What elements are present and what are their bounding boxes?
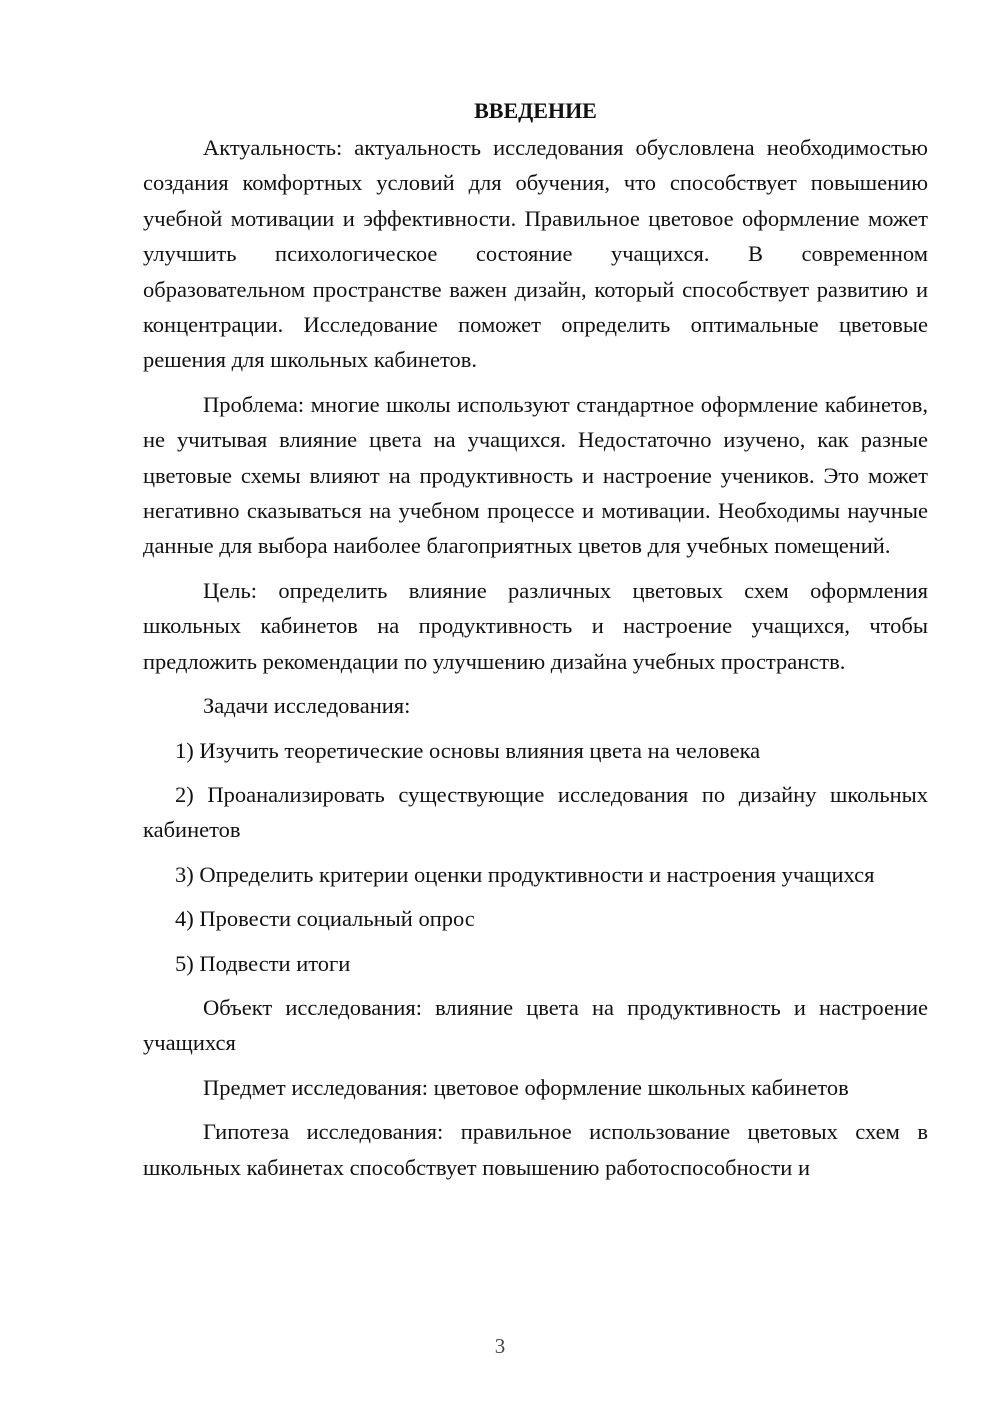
- section-heading: ВВЕДЕНИЕ: [474, 98, 597, 123]
- document-page: [143, 96, 928, 1194]
- task-item-4: 4) Провести социальный опрос: [175, 906, 475, 932]
- object-paragraph: Объект исследования: влияние цвета на продуктивность и настроение учащихся: [143, 994, 928, 1056]
- task-item-3: 3) Определить критерии оценки продуктивности и настроения учащихся: [175, 861, 875, 887]
- problem-paragraph: Проблема: многие школы используют стандартное оформление кабинетов, не учитывая влияние цвета на учащихся. Недостаточно изучено, как разные цветовые схемы влияют на продуктивность и настроение учеников. Это может негативно сказываться на учебном процессе и мотивации. Необходимы научные данные для выбора наиболее благоприятных цветов для учебных помещений.: [143, 391, 928, 559]
- task-item-1: 1) Изучить теоретические основы влияния цвета на человека: [175, 737, 761, 763]
- subject-paragraph: Предмет исследования: цветовое оформление школьных кабинетов: [203, 1074, 849, 1100]
- tasks-heading: Задачи исследования:: [203, 693, 411, 719]
- task-item-2: 2) Проанализировать существующие исследования по дизайну школьных кабинетов: [143, 781, 928, 843]
- relevance-paragraph: Актуальность: актуальность исследования обусловлена необходимостью создания комфортных условий для обучения, что способствует повышению учебной мотивации и эффективности. Правильное цветовое оформление может улучшить психологическое состояние учащихся. В современном образовательном пространстве важен дизайн, который способствует развитию и концентрации. Исследование поможет определить оптимальные цветовые решения для школьных кабинетов.: [143, 135, 928, 373]
- page-number: 3: [494, 1334, 506, 1358]
- hypothesis-paragraph: Гипотеза исследования: правильное использование цветовых схем в школьных кабинетах способствует повышению работоспособности и: [143, 1119, 928, 1180]
- task-item-5: 5) Подвести итоги: [175, 950, 351, 976]
- goal-paragraph: Цель: определить влияние различных цветовых схем оформления школьных кабинетов на продуктивность и настроение учащихся, чтобы предложить рекомендации по улучшению дизайна учебных пространств.: [143, 577, 928, 674]
